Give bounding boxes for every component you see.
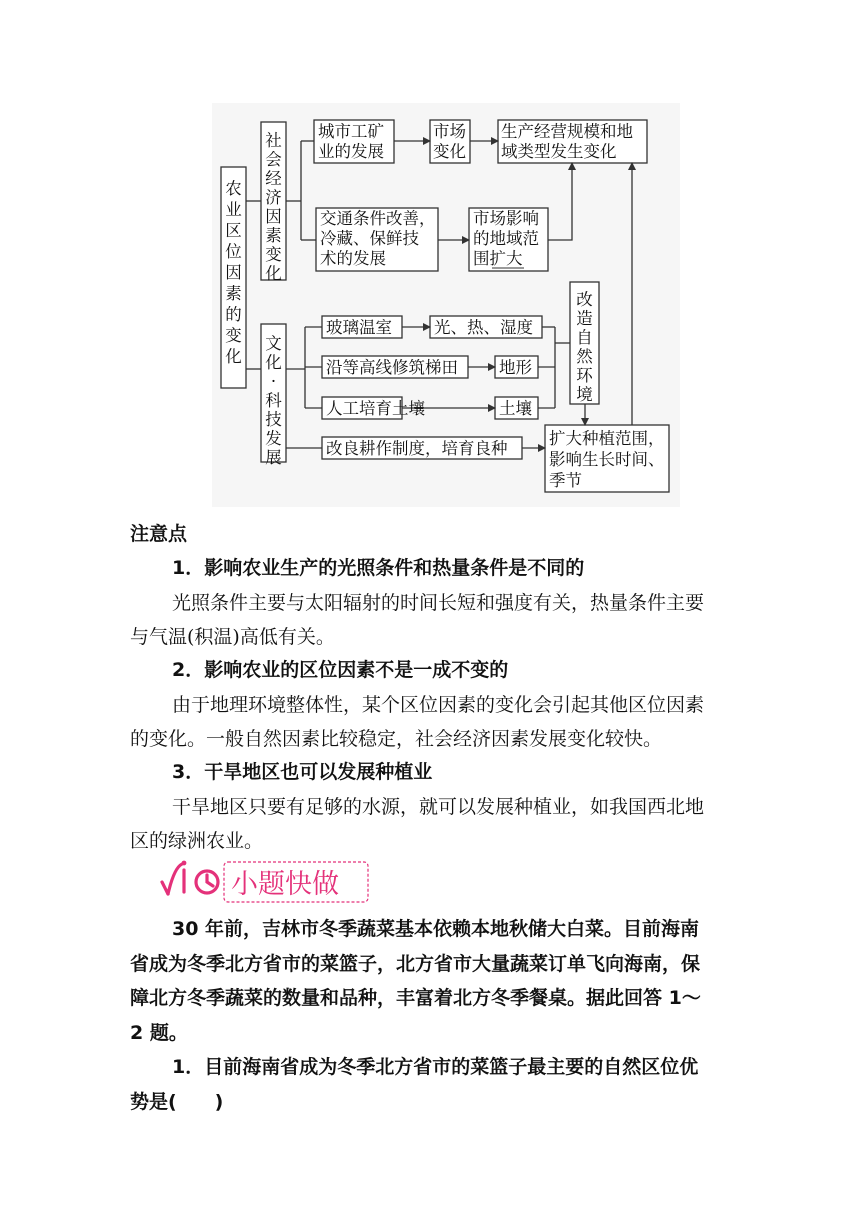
tech-result-3-label: 土壤 [499, 399, 532, 418]
social-row1-label: 城市工矿业的发展 [318, 122, 384, 161]
agri-location-diagram [0, 0, 860, 520]
quiz-title: 小题快做 [231, 869, 339, 900]
quiz-intro-line-4: 2 题。 [130, 1022, 188, 1044]
quiz-intro-line-1: 30 年前，吉林市冬季蔬菜基本依赖本地秋储大白菜。目前海南 [172, 918, 700, 940]
tech-result-1-label: 光、热、湿度 [434, 318, 533, 337]
note-1-line-1: 光照条件主要与太阳辐射的时间长短和强度有关，热量条件主要 [172, 592, 705, 614]
quiz-question-line-2: 势是( ) [130, 1091, 224, 1113]
tech-item-2-label: 沿等高线修筑梯田 [326, 358, 458, 377]
notes-heading: 注意点 [130, 523, 188, 545]
pencil-clock-icon [162, 861, 218, 894]
market-change-label: 市场变化 [433, 122, 466, 161]
note-3-line-1: 干旱地区只要有足够的水源，就可以发展种植业，如我国西北地 [172, 796, 705, 818]
quiz-question-line-1: 1．目前海南省成为冬季北方省市的菜篮子最主要的自然区位优 [172, 1056, 699, 1078]
quiz-intro-line-3: 障北方冬季蔬菜的数量和品种，丰富着北方冬季餐桌。据此回答 1～ [130, 987, 701, 1009]
result-top-label: 生产经营规模和地域类型发生变化 [501, 122, 633, 161]
note-1-title: 1．影响农业生产的光照条件和热量条件是不同的 [172, 557, 585, 579]
tech-branch-label [265, 334, 282, 467]
note-3-line-2: 区的绿洲农业。 [130, 830, 264, 852]
reform-label: 改良耕作制度，培育良种 [326, 439, 508, 458]
svg-text:社会经济因素变化: 社会经济因素变化 [265, 131, 282, 283]
tech-result-2-label: 地形 [499, 358, 532, 377]
tech-item-3-label: 人工培育土壤 [326, 399, 425, 418]
svg-text:改造自然环境: 改造自然环境 [576, 290, 593, 404]
note-2-line-1: 由于地理环境整体性，某个区位因素的变化会引起其他区位因素 [172, 694, 705, 716]
market-expand-label: 市场影响的地域范围扩大 [473, 209, 539, 268]
note-1-line-2: 与气温(积温)高低有关。 [130, 626, 335, 648]
social-branch-label [265, 131, 282, 283]
svg-text:农业区位因素的变化: 农业区位因素的变化 [225, 179, 242, 366]
transform-env-label [576, 290, 593, 404]
root-label [225, 179, 242, 366]
quiz-intro-line-2: 省成为冬季北方省市的菜篮子，北方省市大量蔬菜订单飞向海南，保 [130, 953, 701, 975]
social-row2-label: 交通条件改善，冷藏、保鲜技术的发展 [320, 209, 436, 268]
tech-item-1-label: 玻璃温室 [326, 318, 392, 337]
note-2-title: 2．影响农业的区位因素不是一成不变的 [172, 659, 509, 681]
svg-text:文化·科技发展: 文化·科技发展 [265, 334, 282, 467]
expand-planting-label: 扩大种植范围，影响生长时间、季节 [549, 429, 665, 490]
note-3-title: 3．干旱地区也可以发展种植业 [172, 761, 433, 783]
note-2-line-2: 的变化。一般自然因素比较稳定，社会经济因素发展变化较快。 [130, 728, 663, 750]
